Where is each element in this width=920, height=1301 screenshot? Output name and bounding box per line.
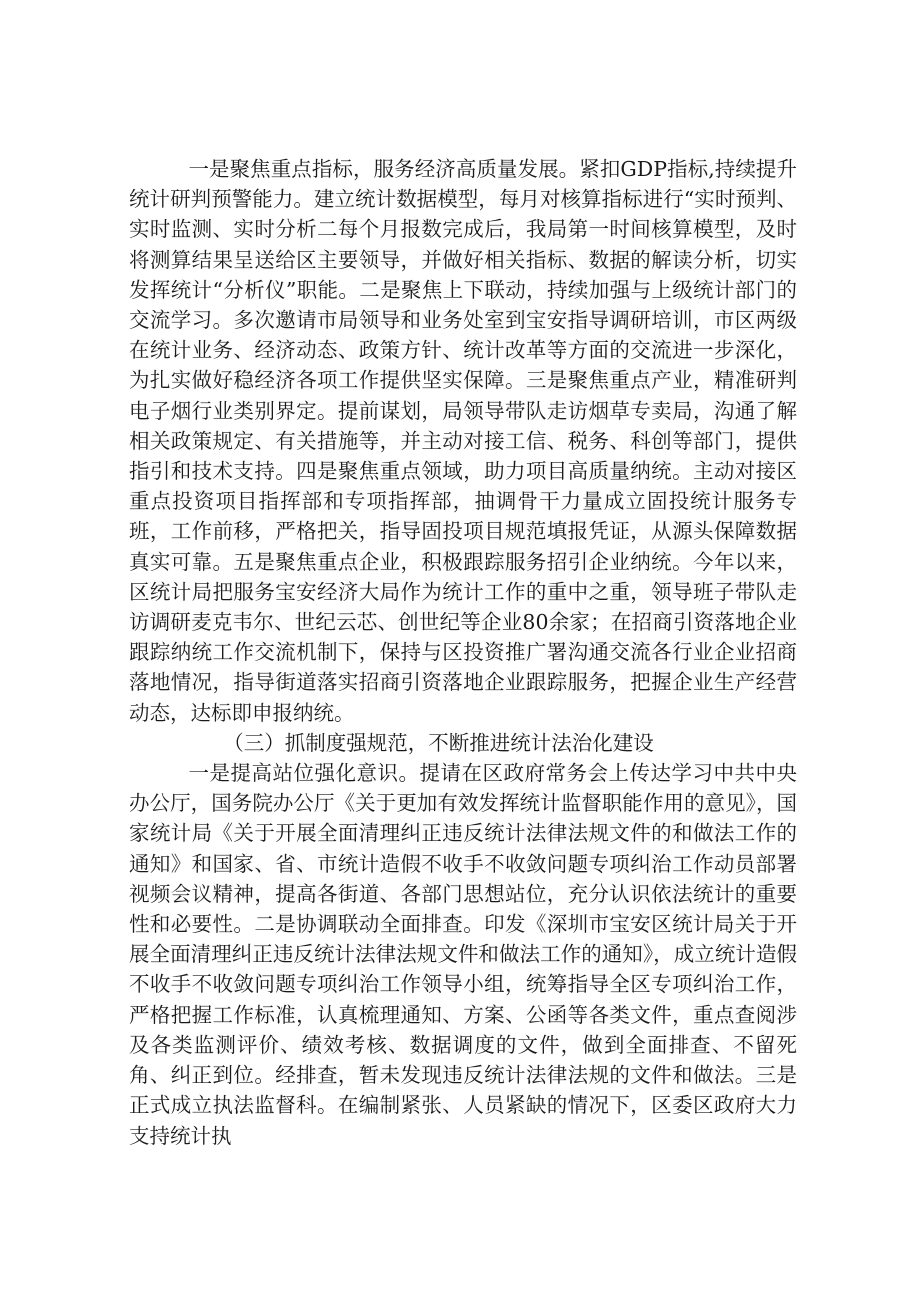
document-body (129, 154, 797, 1151)
paragraph-rule-of-law: 一是提高站位强化意识。提请在区政府常务会上传达学习中共中央办公厅，国务院办公厅《关于更加有效发挥统计监督职能作用的意见》，国家统计局《关于开展全面清理纠正违反统计法律法规文件的和做法工作的通知》和国家、省、市统计造假不收手不收敛问题专项纠治工作动员部署视频会议精神，提高各街道、各部门思想站位，充分认识依法统计的重要性和必要性。二是协调联动全面排查。印发《深圳市宝安区统计局关于开展全面清理纠正违反统计法律法规文件和做法工作的通知》，成立统计造假不收手不收敛问题专项纠治工作领导小组，统筹指导全区专项纠治工作，严格把握工作标准，认真梳理通知、方案、公函等各类文件，重点查阅涉及各类监测评价、绩效考核、数据调度的文件，做到全面排查、不留死角、纠正到位。经排查，暂未发现违反统计法律法规的文件和做法。三是正式成立执法监督科。在编制紧张、人员紧缺的情况下，区委区政府大力支持统计执 (129, 761, 797, 1148)
paragraph-economic-services: 一是聚焦重点指标，服务经济高质量发展。紧扣GDP指标,持续提升统计研判预警能力。建立统计数据模型，每月对核算指标进行“实时预判、实时监测、实时分析二每个月报数完成后，我局第一时间核算模型，及时将测算结果呈送给区主要领导，并做好相关指标、数据的解读分析，切实发挥统计“分析仪”职能。二是聚焦上下联动，持续加强与上级统计部门的交流学习。多次邀请市局领导和业务处室到宝安指导调研培训，市区两级在统计业务、经济动态、政策方针、统计改革等方面的交流进一步深化，为扎实做好稳经济各项工作提供坚实保障。三是聚焦重点产业，精准研判电子烟行业类别界定。提前谋划，局领导带队走访烟草专卖局，沟通了解相关政策规定、有关措施等，并主动对接工信、税务、科创等部门，提供指引和技术支持。四是聚焦重点领域，助力项目高质量纳统。主动对接区重点投资项目指挥部和专项指挥部，抽调骨干力量成立固投统计服务专班，工作前移，严格把关，指导固投项目规范填报凭证，从源头保障数据真实可靠。五是聚焦重点企业，积极跟踪服务招引企业纳统。今年以来，区统计局把服务宝安经济大局作为统计工作的重中之重，领导班子带队走访调研麦克韦尔、世纪云芯、创世纪等企业80余家；在招商引资落地企业跟踪纳统工作交流机制下，保持与区投资推广署沟通交流各行业企业招商落地情况，指导街道落实招商引资落地企业跟踪服务，把握企业生产经营动态，达标即申报纳统。 (129, 157, 797, 725)
section-heading-3: （三）抓制度强规范，不断推进统计法治化建设 (223, 730, 654, 755)
